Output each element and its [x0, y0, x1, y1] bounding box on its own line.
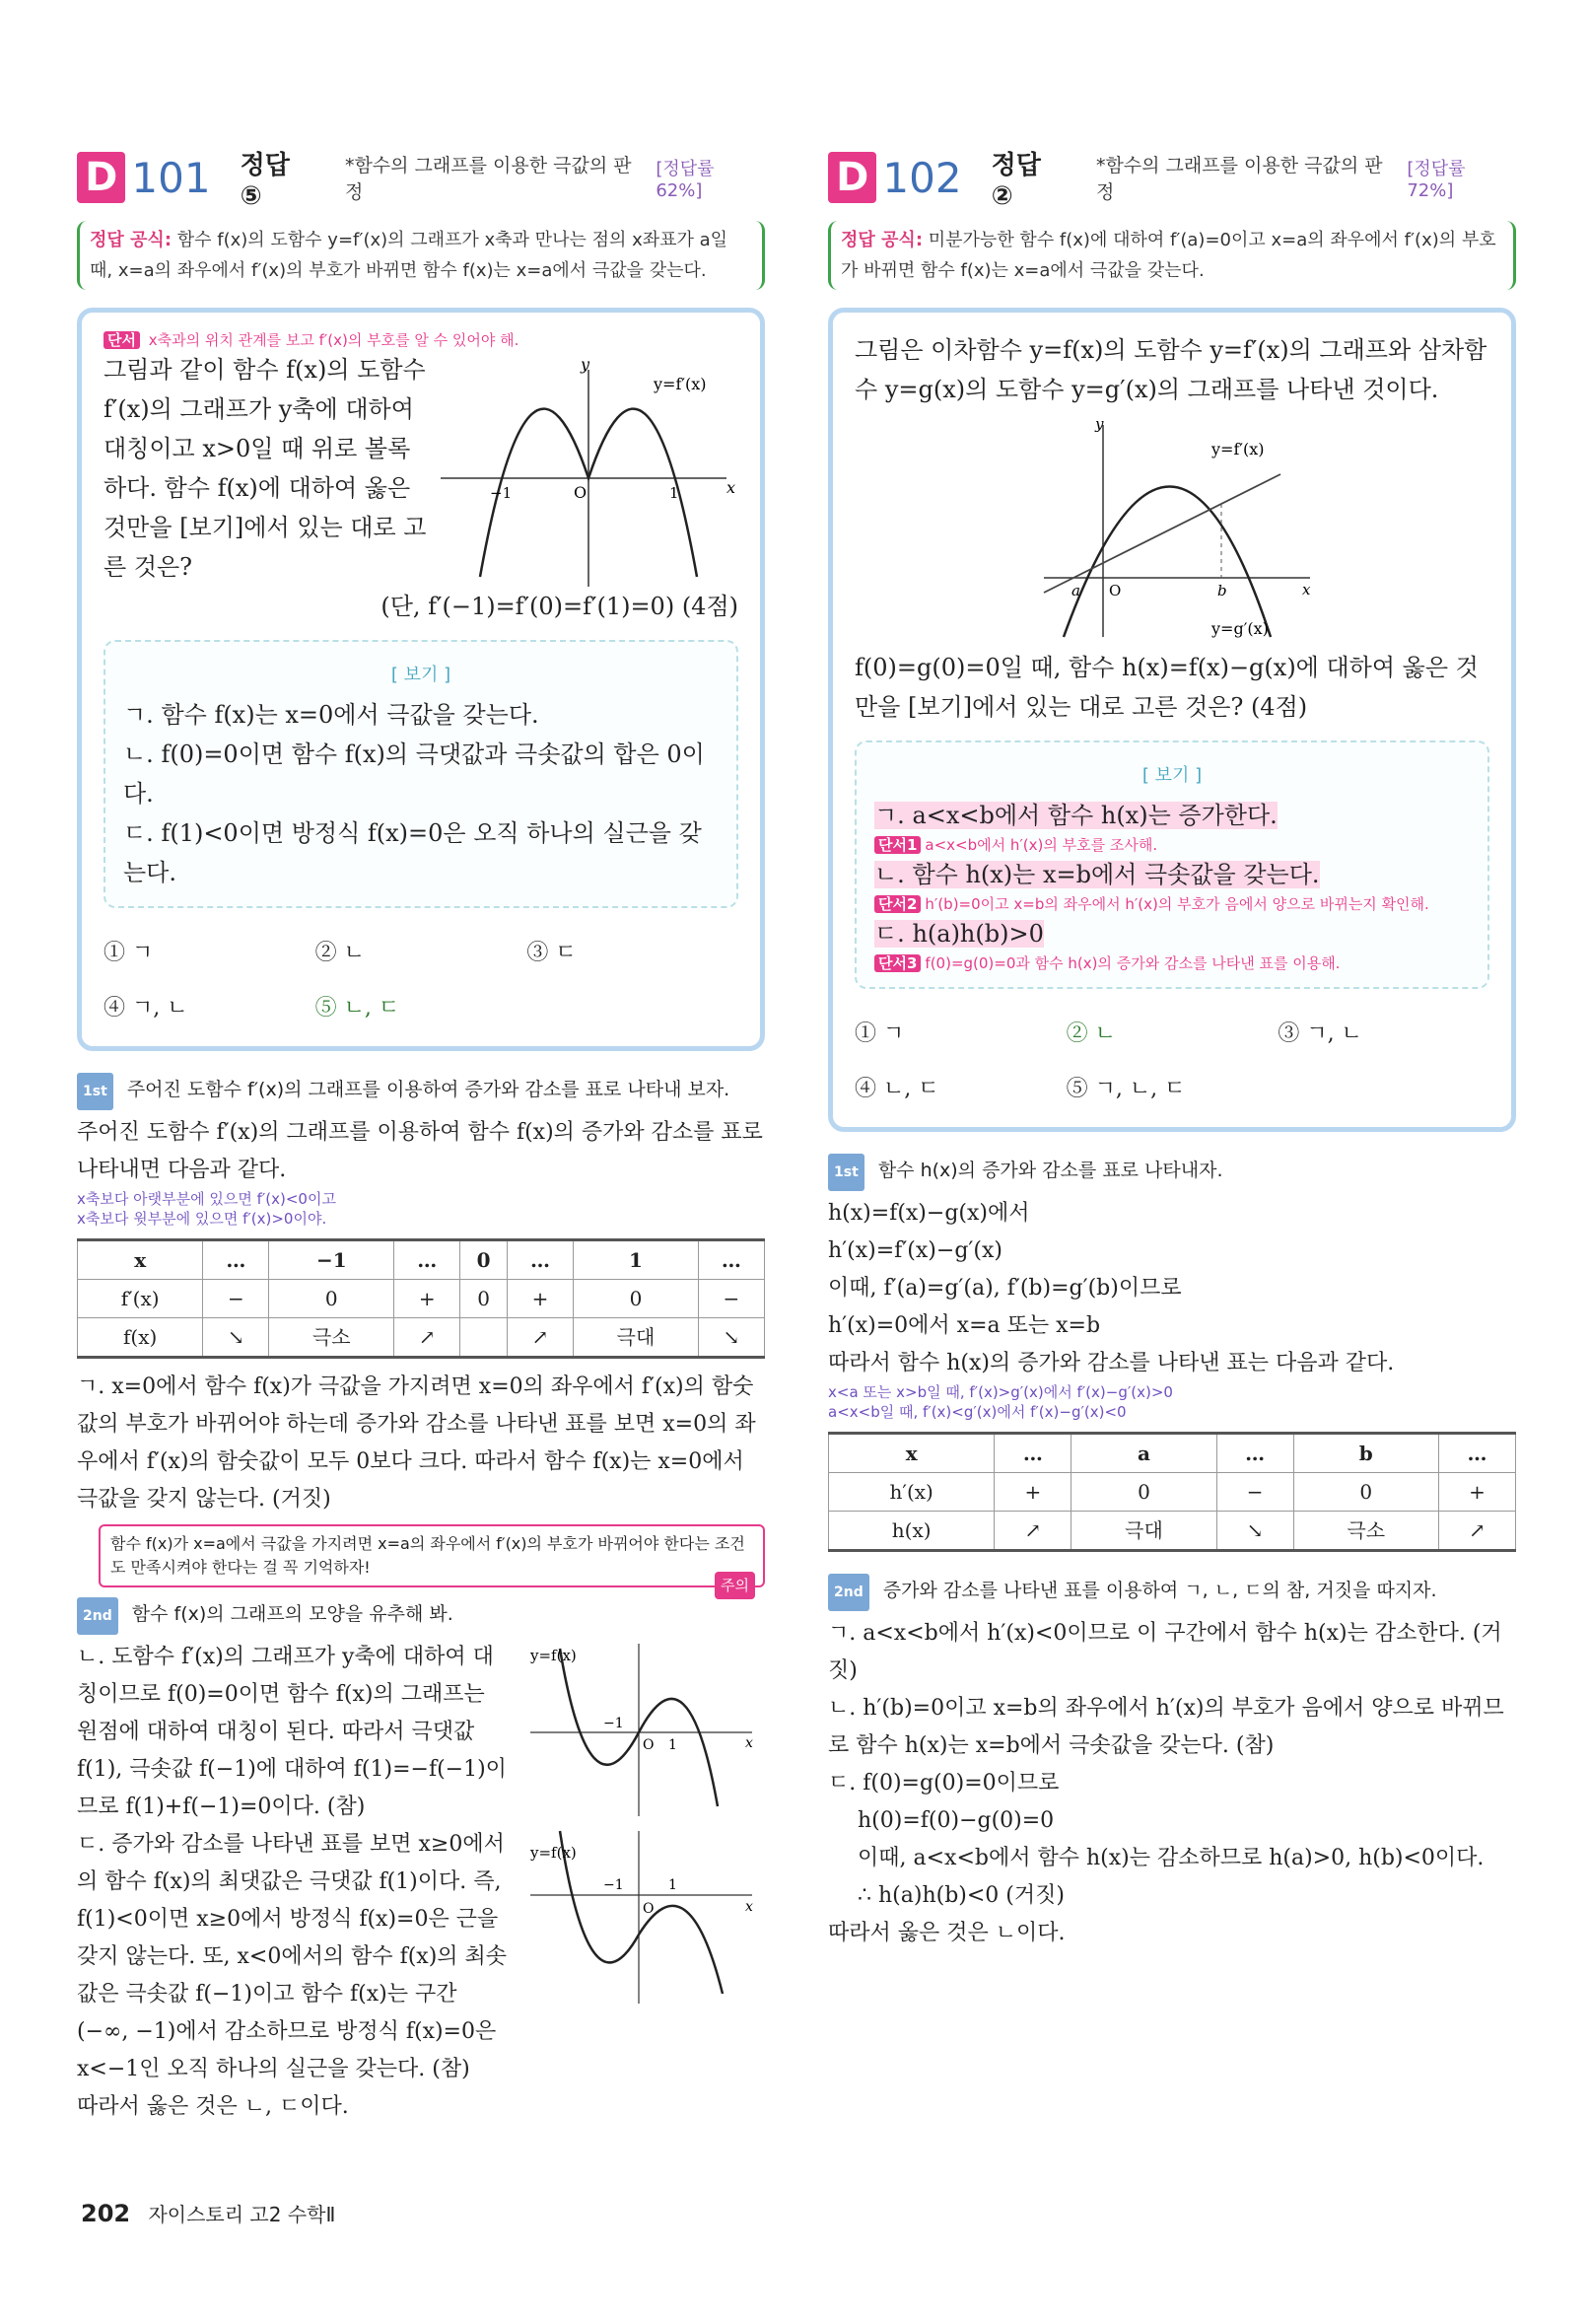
bogi-item-n: ㄴ. 함수 h(x)는 x=b에서 극솟값을 갖는다.: [874, 861, 1320, 888]
choices: [104, 934, 738, 1028]
bogi-item-d: ㄷ. h(a)h(b)>0: [874, 920, 1044, 948]
page-footer: [81, 2199, 335, 2227]
bogi-box: [855, 740, 1489, 989]
formula-text: 미분가능한 함수 f(x)에 대하여 f′(a)=0이고 x=a의 좌우에서 f′(x)의 부호가 바뀌면 함수 f(x)는 x=a에서 극값을 갖는다.: [841, 230, 1496, 281]
bogi-item-g: ㄱ. a<x<b에서 함수 h(x)는 증가한다.: [874, 802, 1278, 829]
line-g-prime: [1044, 474, 1280, 593]
formula-label: 정답 공식:: [90, 230, 173, 250]
step-2: [77, 1595, 765, 1635]
graph-label: y=f(x): [530, 1647, 577, 1664]
step-2: [828, 1572, 1516, 1611]
svg-text:x: x: [745, 1899, 753, 1915]
hint: [104, 330, 738, 350]
svg-text:b: b: [1217, 582, 1227, 599]
problem-text-2: f(0)=g(0)=0일 때, 함수 h(x)=f(x)−g(x)에 대하여 옳은 것만을 [보기]에서 있는 대로 고른 것은? (4점): [855, 654, 1479, 721]
problem-number: 101: [131, 153, 211, 202]
svg-text:−1: −1: [603, 1877, 624, 1893]
solution-n: ㄴ. 도함수 f′(x)의 그래프가 y축에 대하여 대칭이므로 f(0)=0이면 함수 f(x)의 그래프는 원점에 대하여 대칭이 된다. 따라서 극댓값 f(1), 극솟값 f(−1)에 대하여 f(1)=−f(−1)이므로 f(1)+f(−1)=0이다. (참): [77, 1645, 507, 1819]
choice-4[interactable]: ④ ㄴ, ㄷ: [855, 1077, 939, 1101]
step1-text: 주어진 도함수 f′(x)의 그래프를 이용하여 함수 f(x)의 증가와 감소를 표로 나타내면 다음과 같다.: [77, 1120, 763, 1182]
svg-text:1: 1: [668, 1877, 677, 1893]
graph-label-f: y=f′(x): [1211, 440, 1265, 458]
svg-text:x: x: [1302, 581, 1311, 599]
conclusion: 따라서 옳은 것은 ㄴ이다.: [828, 1921, 1066, 1945]
correct-rate: [정답률 62%]: [656, 158, 715, 201]
answer-label: 정답 ⑤: [240, 150, 290, 211]
table-header-row: x … −1 … 0 … 1 …: [78, 1240, 765, 1280]
increase-decrease-table: [77, 1238, 765, 1359]
step-title: 증가와 감소를 나타낸 표를 이용하여 ㄱ, ㄴ, ㄷ의 참, 거짓을 따지자.: [882, 1580, 1437, 1601]
svg-text:O: O: [1109, 582, 1122, 599]
svg-text:O: O: [643, 1737, 655, 1753]
x-label: x: [726, 478, 736, 497]
choice-5[interactable]: ⑤ ㄴ, ㄷ: [314, 996, 400, 1021]
line-4: h′(x)=0에서 x=a 또는 x=b: [828, 1313, 1101, 1338]
correct-rate: [정답률 72%]: [1407, 158, 1466, 201]
table-row: f(x) ↘ 극소 ↗ ↗ 극대 ↘: [78, 1318, 765, 1358]
origin-label: O: [574, 483, 588, 502]
increase-decrease-table: [828, 1432, 1516, 1552]
tick-minus-one: −1: [490, 484, 513, 502]
hint-1: 단서1 a<x<b에서 h′(x)의 부호를 조사해.: [874, 835, 1470, 855]
problem-102-header: [828, 148, 1516, 211]
hint-tag: 단서: [104, 331, 140, 349]
solution-102: [828, 1152, 1516, 1952]
problem-102: [828, 148, 1516, 1952]
choice-2[interactable]: ② ㄴ: [1066, 1021, 1116, 1046]
solution-d: ㄷ. 증가와 감소를 나타낸 표를 보면 x≥0에서의 함수 f(x)의 최댓값은 극댓값 f(1)이다. 즉, f(1)<0이면 x≥0에서 방정식 f(x)=0은 근을 갖지 않는다. 또, x<0에서의 함수 f(x)의 최솟값은 극솟값 f(−1)이고 함수 f(x)는 구간 (−∞, −1)에서 감소하므로 방정식 f(x)=0은 x<−1인 오직 하나의 실근을 갖는다. (참): [77, 1832, 508, 2081]
bogi-title: [ 보기 ]: [1141, 765, 1203, 786]
problem-badge: D: [828, 152, 876, 203]
problem-text: 그림과 같이 함수 f(x)의 도함수 f′(x)의 그래프가 y축에 대하여 대칭이고 x>0일 때 위로 볼록하다. 함수 f(x)에 대하여 옳은 것만을 [보기]에서 있는 대로 고른 것은?: [104, 356, 427, 581]
derivative-graphs: [1024, 415, 1320, 642]
step-title: 함수 h(x)의 증가와 감소를 표로 나타내자.: [877, 1160, 1223, 1181]
graph-label-g: y=g′(x): [1211, 619, 1269, 638]
choice-1[interactable]: ① ㄱ: [855, 1021, 905, 1046]
curve-f-prime: [1064, 487, 1271, 638]
bogi-box: [104, 640, 738, 908]
graph-f-case-d: [520, 1826, 757, 2004]
answer-formula: [828, 221, 1516, 290]
derivative-graph: [441, 350, 736, 587]
graph-f-case-n: [520, 1639, 757, 1816]
bogi-item-g: ㄱ. 함수 f(x)는 x=0에서 극값을 갖는다.: [123, 701, 539, 729]
hint-text: x축과의 위치 관계를 보고 f′(x)의 부호를 알 수 있어야 해.: [148, 331, 519, 349]
choices: [855, 1015, 1489, 1109]
svg-text:1: 1: [668, 1737, 677, 1753]
svg-text:y: y: [1095, 415, 1104, 433]
caution-box: [99, 1524, 765, 1594]
book-title: 자이스토리 고2 수학Ⅱ: [148, 2203, 336, 2226]
graph-label: y=f′(x): [654, 375, 707, 393]
tick-one: 1: [669, 484, 679, 502]
curve-f: [560, 1831, 723, 1994]
choice-1[interactable]: ① ㄱ: [104, 941, 154, 965]
step1-note-2: x축보다 윗부분에 있으면 f′(x)>0이야.: [77, 1210, 327, 1228]
svg-text:O: O: [643, 1901, 655, 1917]
step-badge: 2nd: [828, 1574, 869, 1611]
solution-d-2: h(0)=f(0)−g(0)=0: [858, 1808, 1055, 1833]
solution-d-4: ∴ h(a)h(b)<0 (거짓): [858, 1883, 1065, 1908]
solution-d-1: ㄷ. f(0)=g(0)=0이므로: [828, 1771, 1060, 1796]
note-2: a<x<b일 때, f′(x)<g′(x)에서 f′(x)−g′(x)<0: [828, 1403, 1127, 1421]
conclusion: 따라서 옳은 것은 ㄴ, ㄷ이다.: [77, 2094, 349, 2119]
caution-tag: 주의: [715, 1572, 755, 1599]
solution-d-row: [77, 1826, 765, 2088]
line-5: 따라서 함수 h(x)의 증가와 감소를 나타낸 표는 다음과 같다.: [828, 1351, 1395, 1375]
step-title: 함수 f(x)의 그래프의 모양을 유추해 봐.: [131, 1603, 453, 1625]
topic-label: *함수의 그래프를 이용한 극값의 판정: [344, 155, 632, 203]
formula-text: 함수 f(x)의 도함수 y=f′(x)의 그래프가 x축과 만나는 점의 x좌표가 a일 때, x=a의 좌우에서 f′(x)의 부호가 바뀌면 함수 f(x)는 x=a에서 극값을 갖는다.: [90, 230, 728, 281]
step-1: [828, 1152, 1516, 1191]
line-2: h′(x)=f′(x)−g′(x): [828, 1238, 1002, 1263]
problem-101-header: [77, 148, 765, 211]
problem-box: [77, 308, 765, 1051]
step-badge: 1st: [77, 1073, 113, 1110]
step-badge: 1st: [828, 1154, 864, 1191]
y-label: y: [581, 355, 590, 374]
hint-3: 단서3 f(0)=g(0)=0과 함수 h(x)의 증가와 감소를 나타낸 표를 이용해.: [874, 953, 1470, 973]
formula-label: 정답 공식:: [841, 230, 924, 250]
answer-formula: [77, 221, 765, 290]
note-1: x<a 또는 x>b일 때, f′(x)>g′(x)에서 f′(x)−g′(x)>0: [828, 1383, 1173, 1401]
choice-4[interactable]: ④ ㄱ, ㄴ: [104, 996, 188, 1021]
caution-text: 함수 f(x)가 x=a에서 극값을 가지려면 x=a의 좌우에서 f′(x)의 부호가 바뀌어야 한다는 조건도 만족시켜야 한다는 걸 꼭 기억하자!: [110, 1534, 745, 1577]
problem-box: [828, 308, 1516, 1132]
problem-101: [77, 148, 765, 2126]
table-row: f′(x) − 0 + 0 + 0 −: [78, 1280, 765, 1318]
line-1: h(x)=f(x)−g(x)에서: [828, 1201, 1030, 1226]
problem-text: 그림은 이차함수 y=f(x)의 도함수 y=f′(x)의 그래프와 삼차함수 y=g(x)의 도함수 y=g′(x)의 그래프를 나타낸 것이다.: [855, 336, 1487, 403]
bogi-item-d: ㄷ. f(1)<0이면 방정식 f(x)=0은 오직 하나의 실근을 갖는다.: [123, 819, 702, 886]
choice-3[interactable]: ③ ㄱ, ㄴ: [1278, 1021, 1362, 1046]
step-1: [77, 1071, 765, 1110]
solution-d-3: 이때, a<x<b에서 함수 h(x)는 감소하므로 h(a)>0, h(b)<0이다.: [858, 1846, 1485, 1870]
choice-5[interactable]: ⑤ ㄱ, ㄴ, ㄷ: [1066, 1077, 1186, 1101]
svg-text:x: x: [745, 1735, 753, 1751]
step-title: 주어진 도함수 f′(x)의 그래프를 이용하여 증가와 감소를 표로 나타내 보자.: [126, 1079, 730, 1100]
choice-3[interactable]: ③ ㄷ: [526, 941, 577, 965]
line-3: 이때, f′(a)=g′(a), f′(b)=g′(b)이므로: [828, 1276, 1182, 1301]
svg-text:−1: −1: [603, 1716, 624, 1731]
table-header-row: x … a … b …: [829, 1434, 1516, 1473]
bogi-item-n: ㄴ. f(0)=0이면 함수 f(x)의 극댓값과 극솟값의 합은 0이다.: [123, 740, 705, 808]
problem-badge: D: [77, 152, 125, 203]
bogi-title: [ 보기 ]: [390, 665, 451, 685]
page-number: 202: [81, 2200, 131, 2227]
problem-row: [104, 350, 738, 587]
problem-number: 102: [882, 153, 962, 202]
step-badge: 2nd: [77, 1597, 118, 1635]
condition: (단, f′(−1)=f′(0)=f′(1)=0) (4점): [380, 593, 738, 620]
table-row: h′(x) + 0 − 0 +: [829, 1473, 1516, 1512]
table-row: h(x) ↗ 극대 ↘ 극소 ↗: [829, 1512, 1516, 1551]
solution-n: ㄴ. h′(b)=0이고 x=b의 좌우에서 h′(x)의 부호가 음에서 양으로 바뀌므로 함수 h(x)는 x=b에서 극솟값을 갖는다. (참): [828, 1696, 1504, 1758]
step1-note-1: x축보다 아랫부분에 있으면 f′(x)<0이고: [77, 1190, 336, 1208]
hint-2: 단서2 h′(b)=0이고 x=b의 좌우에서 h′(x)의 부호가 음에서 양으로 바뀌는지 확인해.: [874, 894, 1470, 914]
solution-n-row: [77, 1639, 765, 1826]
answer-label: 정답 ②: [991, 150, 1041, 211]
graph-label: y=f(x): [530, 1844, 577, 1862]
solution-101: [77, 1071, 765, 2126]
solution-g: ㄱ. x=0에서 함수 f(x)가 극값을 가지려면 x=0의 좌우에서 f′(x)의 함숫값의 부호가 바뀌어야 하는데 증가와 감소를 나타낸 표를 보면 x=0의 좌우에서 f′(x)의 함숫값이 모두 0보다 크다. 따라서 함수 f(x)는 x=0에서 극값을 갖지 않는다. (거짓): [77, 1374, 756, 1512]
choice-2[interactable]: ② ㄴ: [314, 941, 365, 965]
topic-label: *함수의 그래프를 이용한 극값의 판정: [1095, 155, 1383, 203]
solution-g: ㄱ. a<x<b에서 h′(x)<0이므로 이 구간에서 함수 h(x)는 감소한다. (거짓): [828, 1621, 1502, 1683]
svg-text:a: a: [1072, 582, 1080, 599]
